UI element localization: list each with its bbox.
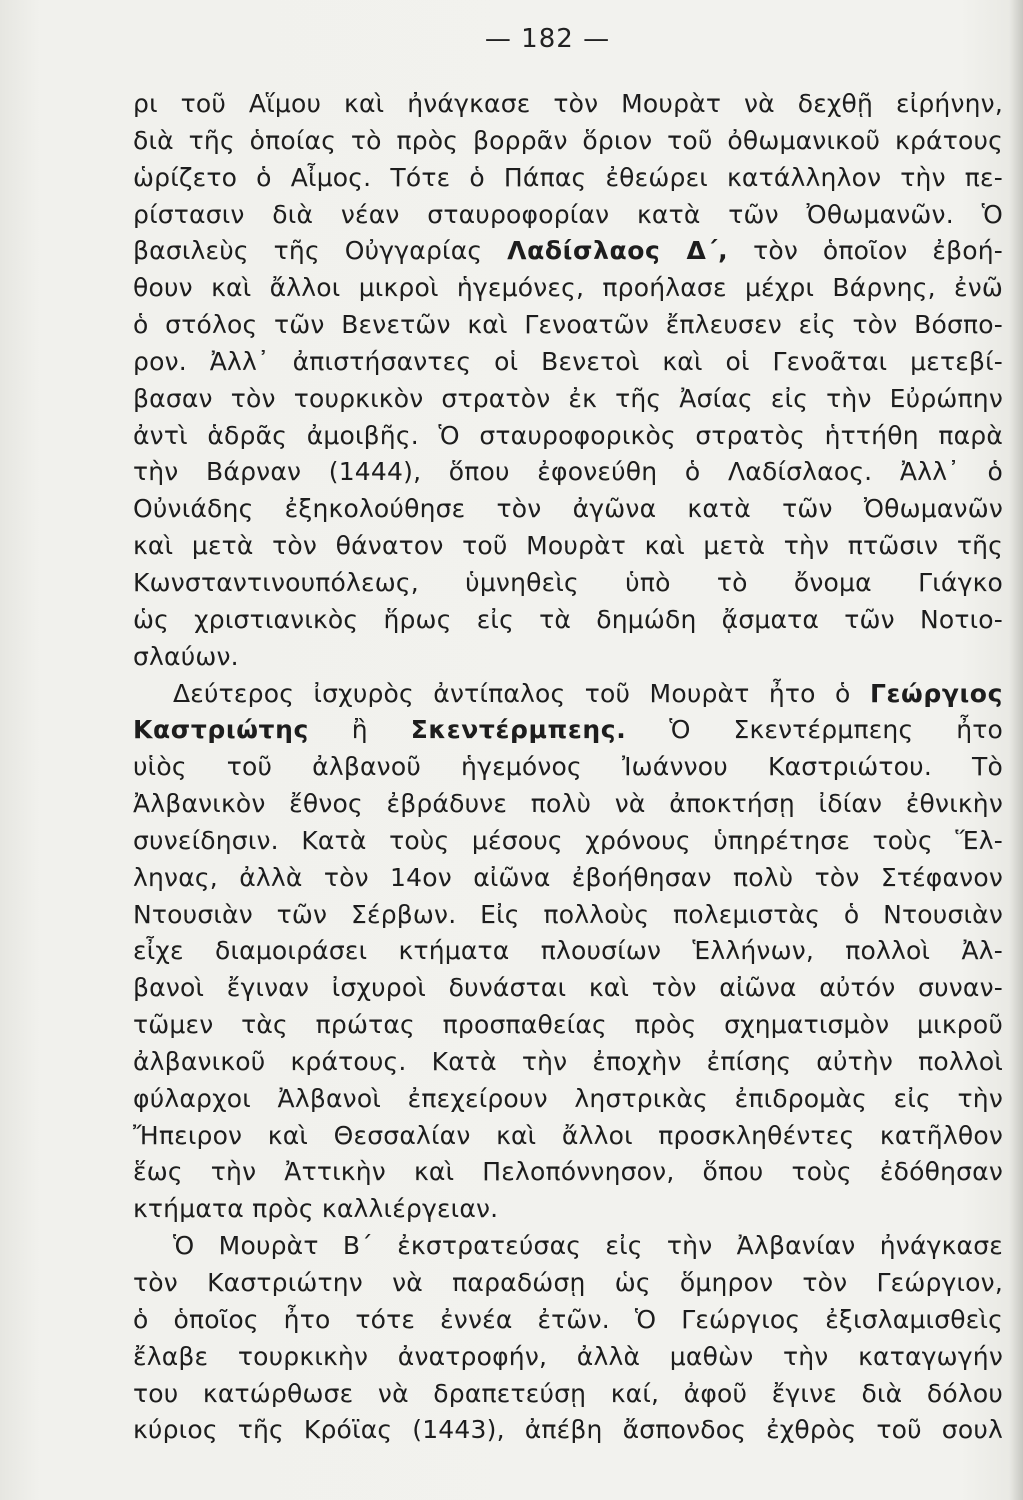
text-line: [133, 749, 1003, 786]
text-line: [133, 1265, 1003, 1302]
text-segment: ὡρίζετο ὁ Αἶμος. Τότε ὁ Πάπας ἐθεώρει κατάλληλον τὴν πε-: [133, 162, 1003, 192]
bold-text-segment: Λαδίσλαος Δ΄,: [507, 236, 729, 266]
text-line: [133, 1376, 1003, 1413]
text-line: [133, 1007, 1003, 1044]
text-segment: Κωνσταντινουπόλεως, ὑμνηθεὶς ὑπὸ τὸ ὄνομα Γιάγκο: [133, 567, 1003, 597]
text-segment: υἱὸς τοῦ ἀλβανοῦ ἡγεμόνος Ἰωάννου Καστριώτου. Τὸ: [133, 752, 1003, 782]
text-segment: ρον. Ἀλλ᾿ ἀπιστήσαντες οἱ Βενετοὶ καὶ οἱ Γενοᾶται μετεβί-: [133, 346, 1003, 376]
text-line: [133, 344, 1003, 381]
text-segment: ὡς χριστιανικὸς ἥρως εἰς τὰ δημώδη ᾄσματα τῶν Νοτιο-: [133, 604, 1003, 634]
text-line: [133, 1118, 1003, 1155]
text-segment: ἀντὶ ἁδρᾶς ἀμοιβῆς. Ὁ σταυροφορικὸς στρατὸς ἡττήθη παρὰ: [133, 420, 1003, 450]
text-segment: ρι τοῦ Αἵμου καὶ ἠνάγκασε τὸν Μουρὰτ νὰ δεχθῇ εἰρήνην,: [133, 89, 1003, 118]
text-line: [133, 933, 1003, 970]
text-segment: ἀλβανικοῦ κράτους. Κατὰ τὴν ἐποχὴν ἐπίσης αὐτὴν πολλοὶ: [133, 1046, 1003, 1076]
text-segment: ὁ ὁποῖος ἦτο τότε ἐννέα ἐτῶν. Ὁ Γεώργιος ἐξισλαμισθεὶς: [133, 1304, 1003, 1334]
text-line: [133, 1412, 1003, 1449]
text-line: [133, 454, 1003, 491]
text-segment: ἔλαβε τουρκικὴν ἀνατροφήν, ἀλλὰ μαθὼν τὴν καταγωγήν: [133, 1341, 1003, 1371]
text-segment: βασαν τὸν τουρκικὸν στρατὸν ἐκ τῆς Ἀσίας εἰς τὴν Εὐρώπην: [133, 383, 1003, 413]
text-segment: Ἀλβανικὸν ἔθνος ἐβράδυνε πολὺ νὰ ἀποκτήσῃ ἰδίαν ἐθνικὴν: [133, 789, 1003, 819]
text-line: [133, 160, 1003, 197]
text-line: [133, 1339, 1003, 1376]
text-line: [133, 1302, 1003, 1339]
text-line: [133, 86, 1003, 123]
text-line: [133, 197, 1003, 234]
bold-text-segment: Καστριώτης: [133, 715, 309, 745]
text-line: [133, 307, 1003, 344]
text-line: [133, 823, 1003, 860]
text-segment: ὁ στόλος τῶν Βενετῶν καὶ Γενοατῶν ἔπλευσεν εἰς τὸν Βόσπο-: [133, 310, 1003, 340]
text-segment: βανοὶ ἔγιναν ἰσχυροὶ δυνάσται καὶ τὸν αἰῶνα αὐτόν συναν-: [133, 973, 1003, 1003]
text-segment: τὸν ὁποῖον ἐβοή-: [728, 236, 1004, 266]
text-line: [133, 712, 1003, 749]
text-segment: θουν καὶ ἄλλοι μικροὶ ἡγεμόνες, προήλασε μέχρι Βάρνης, ἐνῶ: [133, 273, 1003, 303]
text-segment: Ὁ Σκεντέρμπεης ἦτο: [626, 715, 1003, 745]
text-line: [133, 381, 1003, 418]
text-segment: φύλαρχοι Ἀλβανοὶ ἐπεχείρουν ληστρικὰς ἐπιδρομὰς εἰς τὴν: [133, 1083, 1003, 1113]
text-segment: τῶμεν τὰς πρώτας προσπαθείας πρὸς σχηματισμὸν μικροῦ: [133, 1010, 1003, 1040]
text-segment: τὸν Καστριώτην νὰ παραδώσῃ ὡς ὅμηρον τὸν Γεώργιον,: [133, 1268, 1003, 1297]
text-segment: ἢ: [308, 715, 411, 745]
text-segment: Ντουσιὰν τῶν Σέρβων. Εἰς πολλοὺς πολεμιστὰς ὁ Ντουσιὰν: [133, 899, 1003, 929]
text-line: [133, 528, 1003, 565]
text-segment: του κατώρθωσε νὰ δραπετεύσῃ καί, ἀφοῦ ἔγινε διὰ δόλου: [133, 1378, 1003, 1408]
text-segment: εἶχε διαμοιράσει κτήματα πλουσίων Ἑλλήνων, πολλοὶ Ἀλ-: [133, 936, 1003, 966]
text-segment: συνείδησιν. Κατὰ τοὺς μέσους χρόνους ὑπηρέτησε τοὺς Ἕλ-: [133, 825, 1003, 855]
text-segment: Δεύτερος ἰσχυρὸς ἀντίπαλος τοῦ Μουρὰτ ἦτο ὁ: [173, 678, 870, 708]
text-line: [133, 1081, 1003, 1118]
text-segment: σλαύων.: [133, 641, 239, 671]
text-line: [133, 602, 1003, 639]
text-line: [133, 1044, 1003, 1081]
page-edge-shadow: [1009, 0, 1023, 1500]
text-line: [133, 1191, 1003, 1228]
text-segment: Ὁ Μουρὰτ Β΄ ἐκστρατεύσας εἰς τὴν Ἀλβανίαν ἠνάγκασε: [173, 1231, 1003, 1261]
text-line: [133, 786, 1003, 823]
text-segment: ληνας, ἀλλὰ τὸν 14ον αἰῶνα ἐβοήθησαν πολὺ τὸν Στέφανον: [133, 862, 1003, 892]
text-segment: τὴν Βάρναν (1444), ὅπου ἐφονεύθη ὁ Λαδίσλαος. Ἀλλ᾿ ὁ: [133, 457, 1003, 487]
text-line: [133, 270, 1003, 307]
text-segment: Ἤπειρον καὶ Θεσσαλίαν καὶ ἄλλοι προσκληθέντες κατῆλθον: [133, 1120, 1003, 1150]
text-line: [133, 970, 1003, 1007]
text-line: [133, 233, 1003, 270]
text-segment: καὶ μετὰ τὸν θάνατον τοῦ Μουρὰτ καὶ μετὰ τὴν πτῶσιν τῆς: [133, 531, 1003, 561]
page-number: — 182 —: [484, 24, 611, 54]
text-segment: κτήματα πρὸς καλλιέργειαν.: [133, 1194, 499, 1224]
text-line: [133, 491, 1003, 528]
text-segment: βασιλεὺς τῆς Οὐγγαρίας: [133, 236, 508, 266]
text-line: [133, 676, 1003, 713]
text-segment: ἕως τὴν Ἀττικὴν καὶ Πελοπόννησον, ὅπου τοὺς ἐδόθησαν: [133, 1157, 1003, 1187]
text-line: [133, 1228, 1003, 1265]
text-line: [133, 123, 1003, 160]
text-line: [133, 639, 1003, 676]
text-line: [133, 565, 1003, 602]
text-line: [133, 1154, 1003, 1191]
text-segment: κύριος τῆς Κρόϊας (1443), ἀπέβη ἄσπονδος ἐχθρὸς τοῦ σουλ: [133, 1415, 1003, 1445]
text-segment: διὰ τῆς ὁποίας τὸ πρὸς βορρᾶν ὅριον τοῦ ὀθωμανικοῦ κράτους: [133, 125, 1003, 155]
text-line: [133, 897, 1003, 934]
bold-text-segment: Σκεντέρμπεης.: [410, 715, 627, 745]
text-line: [133, 860, 1003, 897]
body-text: [133, 86, 1003, 1449]
bold-text-segment: Γεώργιος: [869, 678, 1003, 708]
text-segment: ρίστασιν διὰ νέαν σταυροφορίαν κατὰ τῶν Ὀθωμανῶν. Ὁ: [133, 199, 1003, 229]
text-line: [133, 418, 1003, 455]
text-segment: Οὐνιάδης ἐξηκολούθησε τὸν ἀγῶνα κατὰ τῶν Ὀθωμανῶν: [133, 494, 1003, 524]
